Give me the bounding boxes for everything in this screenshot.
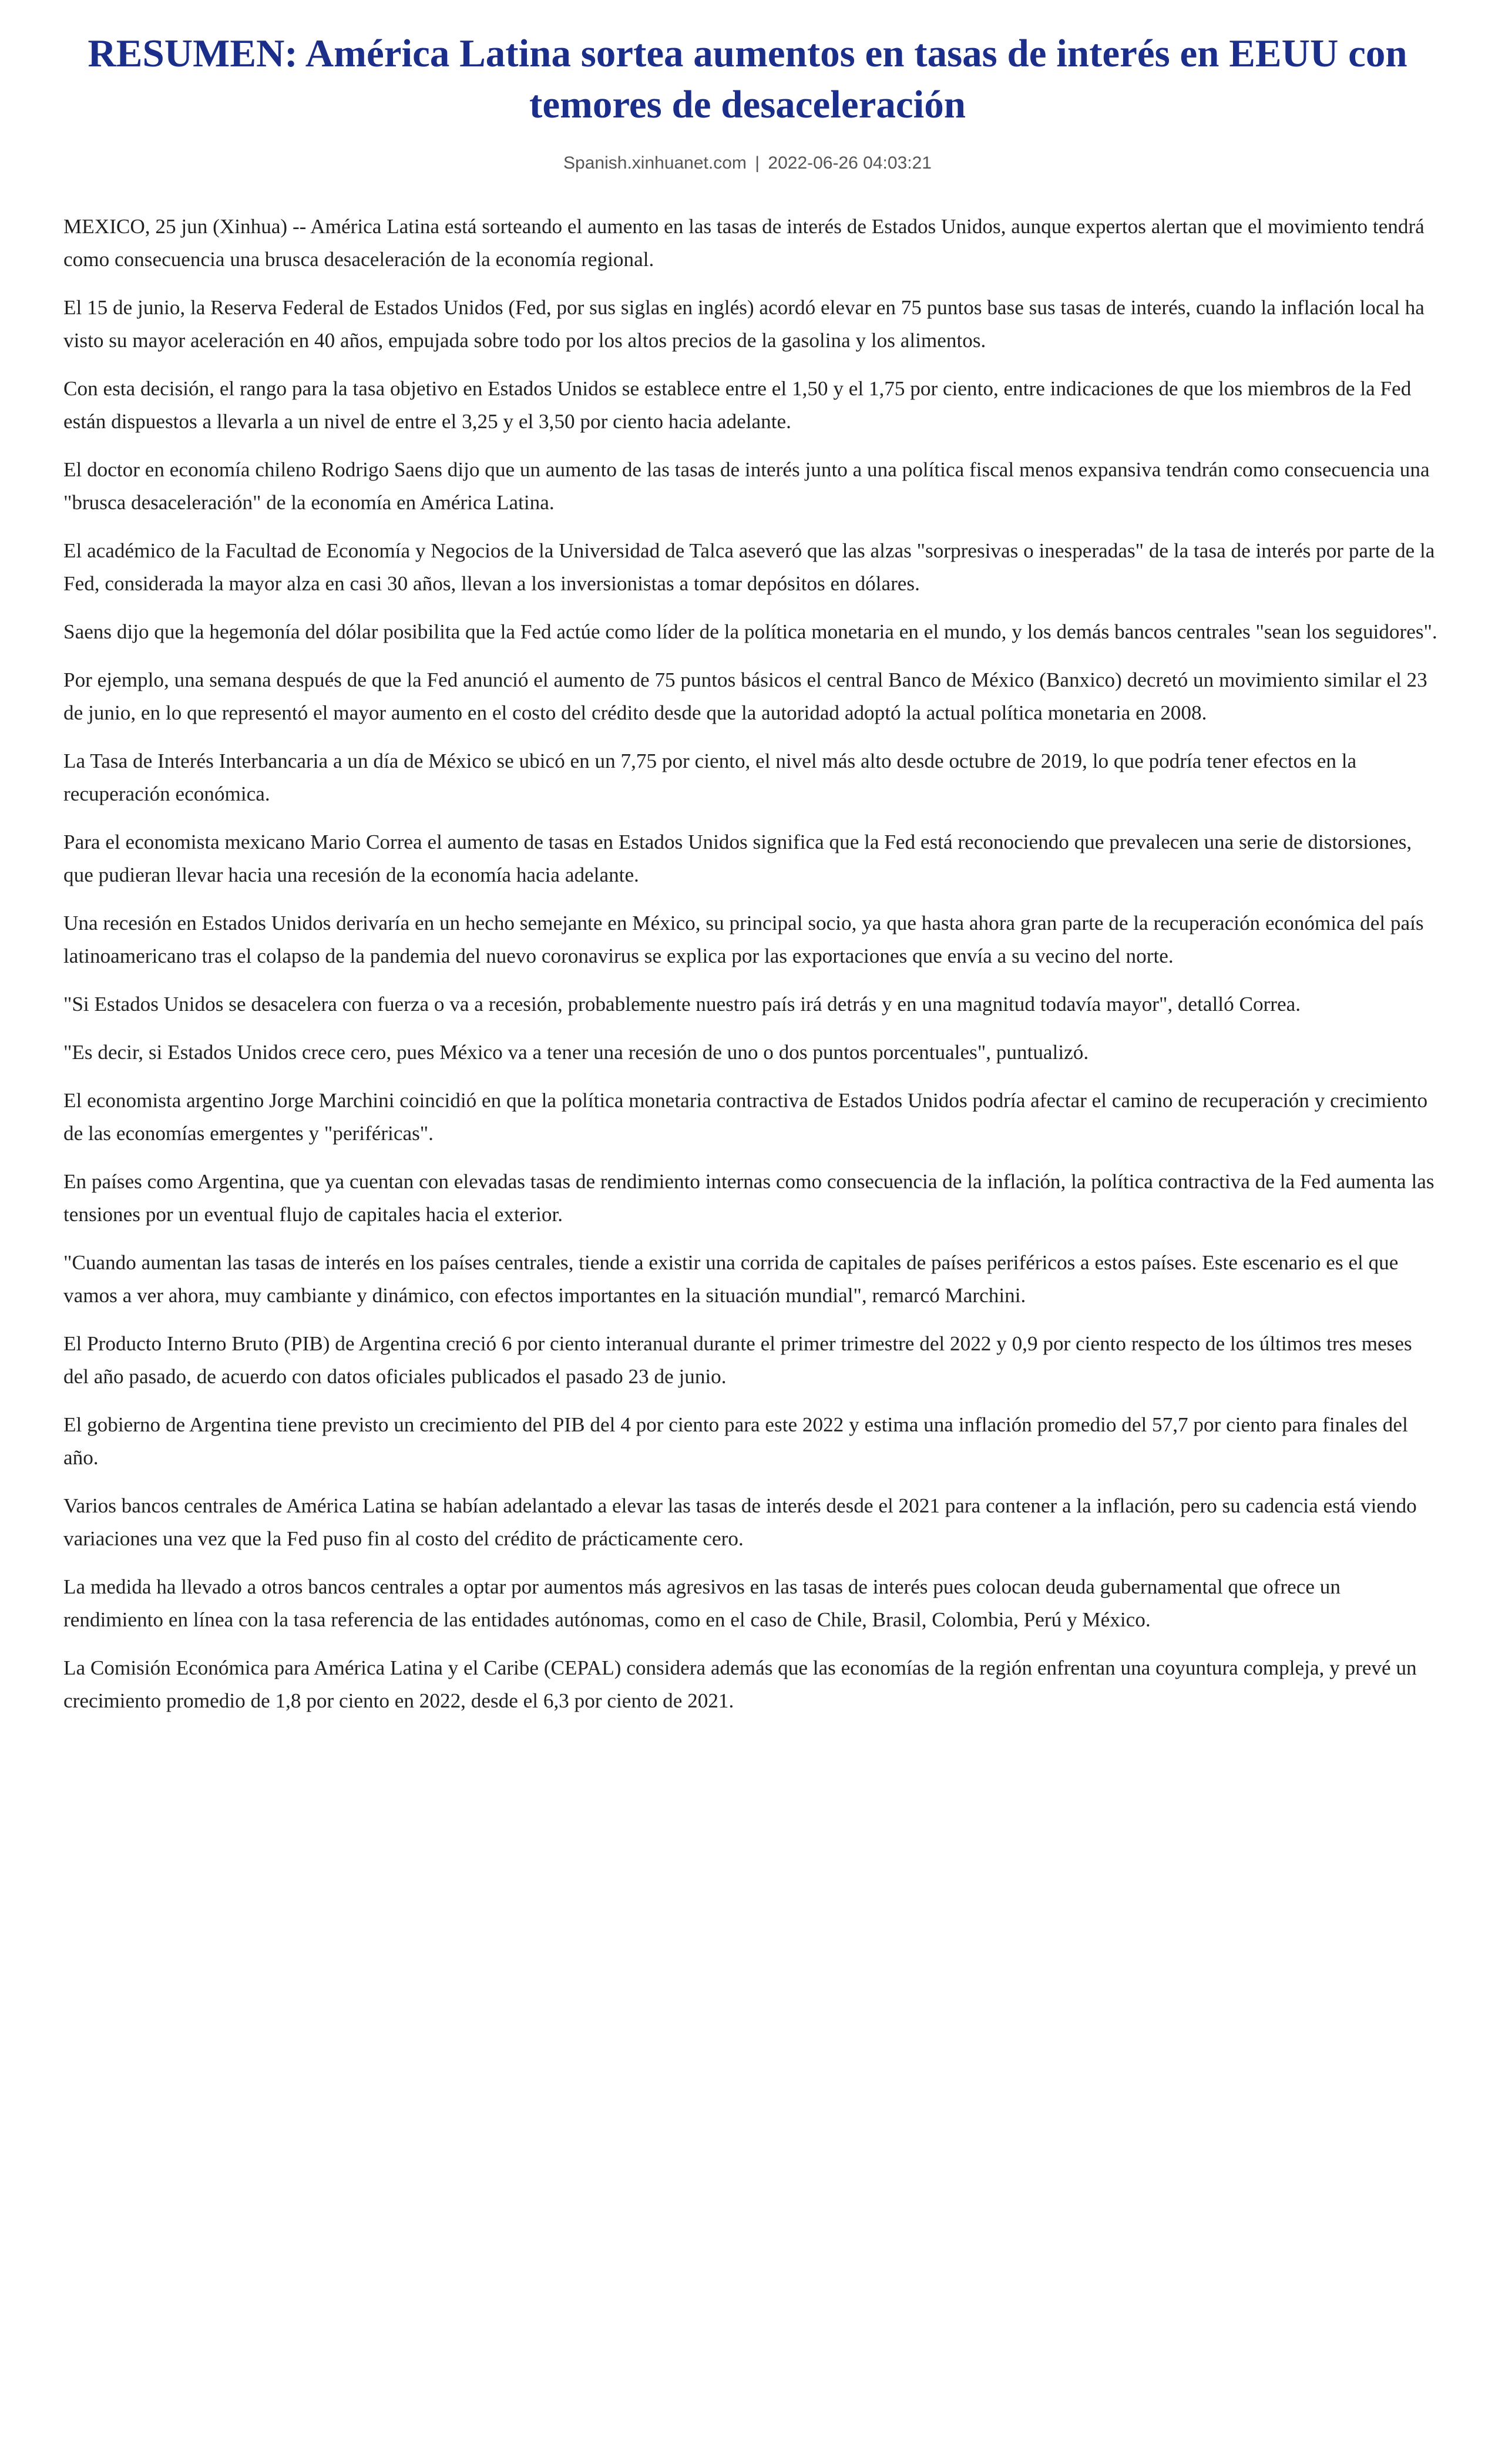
article-paragraph: La medida ha llevado a otros bancos centrales a optar por aumentos más agresivos en las tasas de interés pues colocan deuda gubernamental que ofrece un rendimiento en línea con la tasa referencia de las entidades autónomas, como en el caso de Chile, Brasil, Colombia, Perú y México.	[63, 1575, 1341, 1631]
article-paragraph: El 15 de junio, la Reserva Federal de Estados Unidos (Fed, por sus siglas en inglés) acordó elevar en 75 puntos base sus tasas de interés, cuando la inflación local ha visto su mayor aceleración en 40 años, empujada sobre todo por los altos precios de la gasolina y los alimentos.	[63, 296, 1425, 352]
article-paragraph: El gobierno de Argentina tiene previsto un crecimiento del PIB del 4 por ciento para este 2022 y estima una inflación promedio del 57,7 por ciento para finales del año.	[63, 1413, 1408, 1469]
article-body	[63, 210, 1438, 1733]
article-title: RESUMEN: América Latina sortea aumentos en tasas de interés en EEUU con temores de desaceleración	[88, 32, 1407, 127]
article-paragraph: La Tasa de Interés Interbancaria a un día de México se ubicó en un 7,75 por ciento, el nivel más alto desde octubre de 2019, lo que podría tener efectos en la recuperación económica.	[63, 749, 1357, 805]
article-paragraph: Para el economista mexicano Mario Correa el aumento de tasas en Estados Unidos significa que la Fed está reconociendo que prevalecen una serie de distorsiones, que pudieran llevar hacia una recesión de la economía hacia adelante.	[63, 831, 1412, 886]
article-paragraph: Por ejemplo, una semana después de que la Fed anunció el aumento de 75 puntos básicos el central Banco de México (Banxico) decretó un movimiento similar el 23 de junio, en lo que representó el mayor aumento en el costo del crédito desde que la autoridad adoptó la actual política monetaria en 2008.	[63, 668, 1427, 724]
article-paragraph: Saens dijo que la hegemonía del dólar posibilita que la Fed actúe como líder de la política monetaria en el mundo, y los demás bancos centrales "sean los seguidores".	[63, 620, 1437, 643]
article-paragraph: MEXICO, 25 jun (Xinhua) -- América Latina está sorteando el aumento en las tasas de interés de Estados Unidos, aunque expertos alertan que el movimiento tendrá como consecuencia una brusca desaceleración de la economía regional.	[63, 215, 1425, 271]
article-paragraph: Una recesión en Estados Unidos derivaría en un hecho semejante en México, su principal socio, ya que hasta ahora gran parte de la recuperación económica del país latinoamericano tras el colapso de la pandemia del nuevo coronavirus se explica por las exportaciones que envía a su vecino del norte.	[63, 912, 1424, 967]
meta-separator: |	[755, 153, 760, 173]
article-paragraph: "Cuando aumentan las tasas de interés en los países centrales, tiende a existir una corrida de capitales de países periféricos a estos países. Este escenario es el que vamos a ver ahora, muy cambiante y dinámico, con efectos importantes en la situación mundial", remarcó Marchini.	[63, 1251, 1399, 1307]
article-paragraph: El doctor en economía chileno Rodrigo Saens dijo que un aumento de las tasas de interés junto a una política fiscal menos expansiva tendrán como consecuencia una "brusca desaceleración" de la economía en América Latina.	[63, 458, 1430, 514]
article-paragraph: En países como Argentina, que ya cuentan con elevadas tasas de rendimiento internas como consecuencia de la inflación, la política contractiva de la Fed aumenta las tensiones por un eventual flujo de capitales hacia el exterior.	[63, 1170, 1434, 1226]
article-paragraph: La Comisión Económica para América Latina y el Caribe (CEPAL) considera además que las economías de la región enfrentan una coyuntura compleja, y prevé un crecimiento promedio de 1,8 por ciento en 2022, desde el 6,3 por ciento de 2021.	[63, 1656, 1417, 1712]
article-paragraph: El economista argentino Jorge Marchini coincidió en que la política monetaria contractiva de Estados Unidos podría afectar el camino de recuperación y crecimiento de las economías emergentes y "periféricas".	[63, 1089, 1428, 1145]
article-paragraph: "Es decir, si Estados Unidos crece cero, pues México va a tener una recesión de uno o dos puntos porcentuales", puntualizó.	[63, 1041, 1089, 1064]
article-paragraph: El Producto Interno Bruto (PIB) de Argentina creció 6 por ciento interanual durante el primer trimestre del 2022 y 0,9 por ciento respecto de los últimos tres meses del año pasado, de acuerdo con datos oficiales publicados el pasado 23 de junio.	[63, 1332, 1412, 1388]
article-meta	[47, 153, 1448, 174]
article-paragraph: Con esta decisión, el rango para la tasa objetivo en Estados Unidos se establece entre el 1,50 y el 1,75 por ciento, entre indicaciones de que los miembros de la Fed están dispuestos a llevarla a un nivel de entre el 3,25 y el 3,50 por ciento hacia adelante.	[63, 377, 1412, 433]
article-paragraph: "Si Estados Unidos se desacelera con fuerza o va a recesión, probablemente nuestro país irá detrás y en una magnitud todavía mayor", detalló Correa.	[63, 993, 1301, 1016]
article-paragraph: Varios bancos centrales de América Latina se habían adelantado a elevar las tasas de interés desde el 2021 para contener a la inflación, pero su cadencia está viendo variaciones una vez que la Fed puso fin al costo del crédito de prácticamente cero.	[63, 1494, 1417, 1550]
article-source[interactable]: Spanish.xinhuanet.com	[563, 153, 747, 173]
article-paragraph: El académico de la Facultad de Economía y Negocios de la Universidad de Talca aseveró que las alzas "sorpresivas o inesperadas" de la tasa de interés por parte de la Fed, considerada la mayor alza en casi 30 años, llevan a los inversionistas a tomar depósitos en dólares.	[63, 539, 1435, 595]
article-datetime: 2022-06-26 04:03:21	[768, 153, 932, 173]
